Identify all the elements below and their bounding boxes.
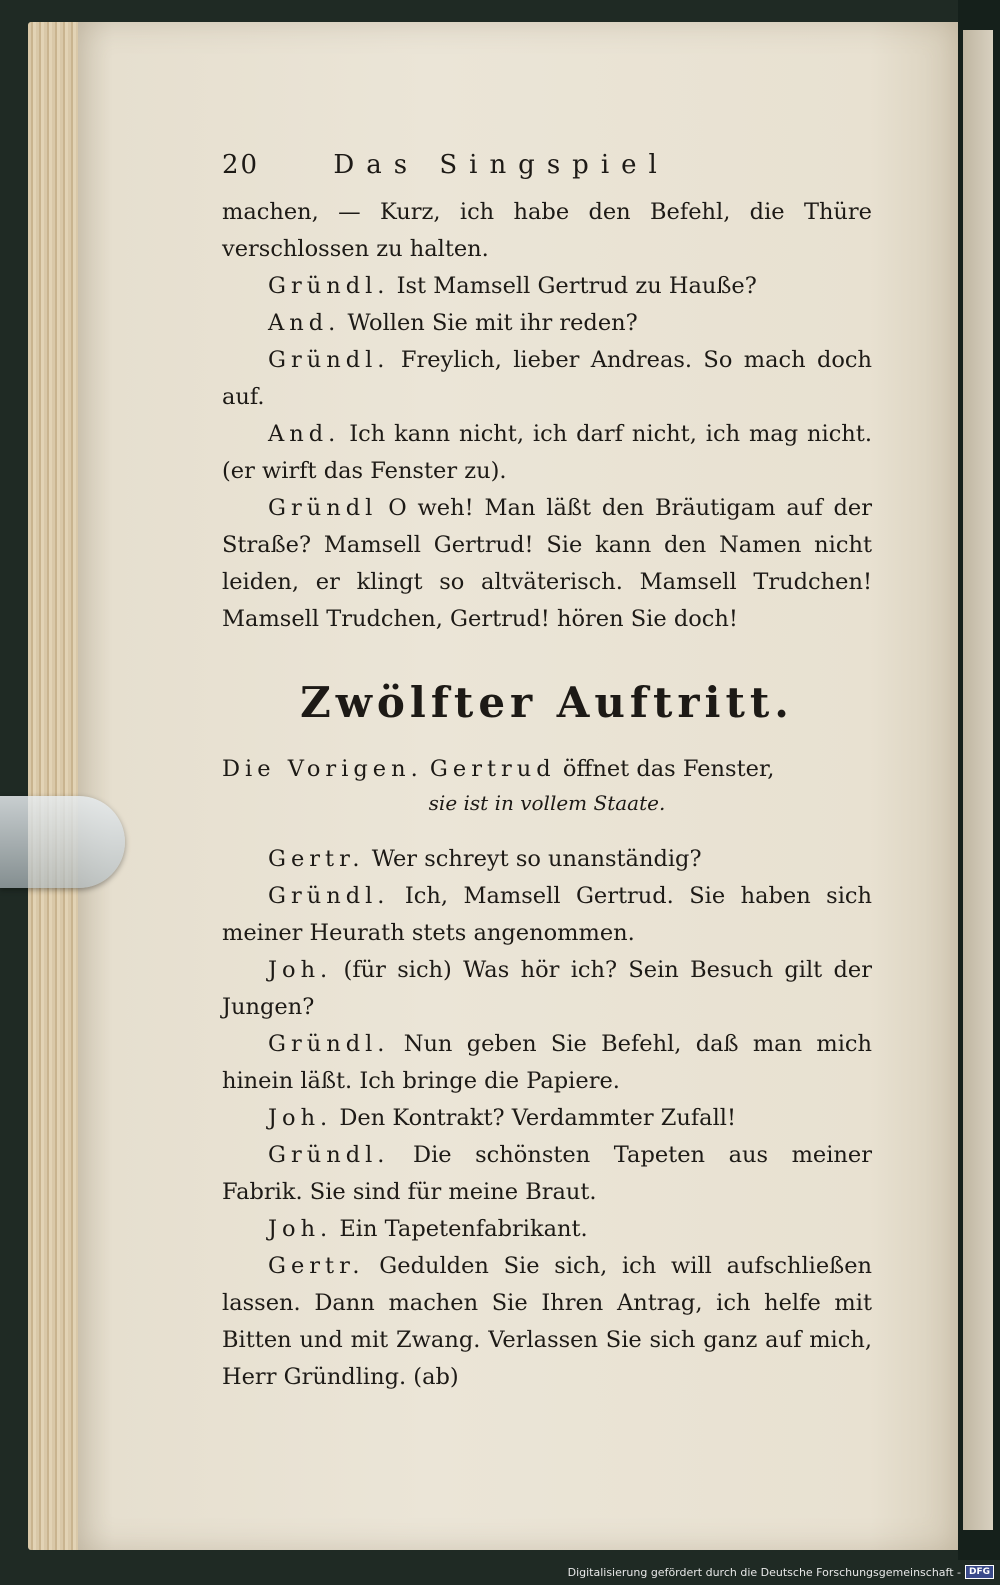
speaker: Joh. (268, 1216, 333, 1242)
speech-text: Ein Tapetenfabrikant. (339, 1216, 588, 1242)
speech-text: Freylich, lieber Andreas. So mach doch auf. (222, 347, 872, 410)
speech (222, 1137, 872, 1211)
speech-text: Gedulden Sie sich, ich will aufschließen lassen. Dann machen Sie Ihren Antrag, ich helfe mit Bitten und mit Zwang. Verlassen Sie sich ganz auf mich, Herr Gründling. (ab) (222, 1253, 873, 1390)
speech-text: Ich kann nicht, ich darf nicht, ich mag nicht. (er wirft das Fenster zu). (222, 421, 872, 484)
speech (222, 490, 872, 638)
speech-text: Ist Mamsell Gertrud zu Hauße? (396, 273, 757, 299)
speech-text: Die schönsten Tapeten aus meiner Fabrik. Sie sind für meine Braut. (222, 1142, 872, 1205)
speech-text: Den Kontrakt? Verdammter Zufall! (339, 1105, 737, 1131)
speech-text: Nun geben Sie Befehl, daß man mich hinein läßt. Ich bringe die Papiere. (222, 1031, 872, 1094)
speaker: Gründl. (268, 1031, 390, 1057)
speaker: Gründl. (268, 1142, 390, 1168)
page-number: 20 (222, 150, 260, 180)
speaker: Gründl. (268, 347, 390, 373)
speaker: Gründl. (268, 273, 390, 299)
speaker: Gertr. (268, 1253, 365, 1279)
stage-lead: Die Vorigen. (222, 756, 423, 782)
speaker: Joh. (268, 957, 333, 983)
stage-direction (222, 751, 872, 787)
speech (222, 952, 872, 1026)
speech (222, 342, 872, 416)
stage-direction-line2: sie ist in vollem Staate. (428, 791, 666, 815)
stage-rest: öffnet das Fenster, (562, 756, 775, 782)
page-clip (0, 796, 125, 888)
scene-title: Zwölfter Auftritt. (300, 678, 794, 727)
speech (222, 1100, 872, 1137)
speaker: And. (268, 421, 341, 447)
speaker: Gründl (268, 495, 378, 521)
book-page-edges (28, 22, 80, 1550)
speech-text: O weh! Man läßt den Bräutigam auf der Straße? Mamsell Gertrud! Sie kann den Namen nicht leiden, er klingt so altväterisch. Mamsell Trudchen! Mamsell Trudchen, Gertrud! hören Sie doch! (222, 495, 872, 632)
speech (222, 416, 872, 490)
spacer (222, 819, 872, 841)
speaker: Gertr. (268, 846, 365, 872)
funding-footer (568, 1565, 994, 1579)
speech-text: Ich, Mamsell Gertrud. Sie haben sich meiner Heurath stets angenommen. (222, 883, 872, 946)
speech (222, 268, 872, 305)
text-line: machen, — Kurz, ich habe den Befehl, die Thüre verschlossen zu halten. (222, 199, 872, 262)
speech-text: (für sich) Was hör ich? Sein Besuch gilt der Jungen? (222, 957, 873, 1020)
speech (222, 878, 872, 952)
stage-name: Gertrud (429, 756, 556, 782)
speaker: And. (268, 310, 341, 336)
speech (222, 1211, 872, 1248)
running-head-title: Das Singspiel (333, 150, 669, 180)
speaker: Gründl. (268, 883, 390, 909)
speech (222, 1026, 872, 1100)
footer-text: Digitalisierung gefördert durch die Deutsche Forschungsgemeinschaft - (567, 1565, 961, 1579)
facing-page-edge (963, 30, 993, 1530)
speech-text: Wer schreyt so unanständig? (371, 846, 702, 872)
speaker: Joh. (268, 1105, 333, 1131)
page-text (222, 150, 872, 1396)
dfg-logo: DFG (965, 1565, 994, 1579)
speech (222, 841, 872, 878)
speech-text: Wollen Sie mit ihr reden? (347, 310, 638, 336)
running-head (222, 150, 872, 180)
speech (222, 305, 872, 342)
speech (222, 1248, 872, 1396)
